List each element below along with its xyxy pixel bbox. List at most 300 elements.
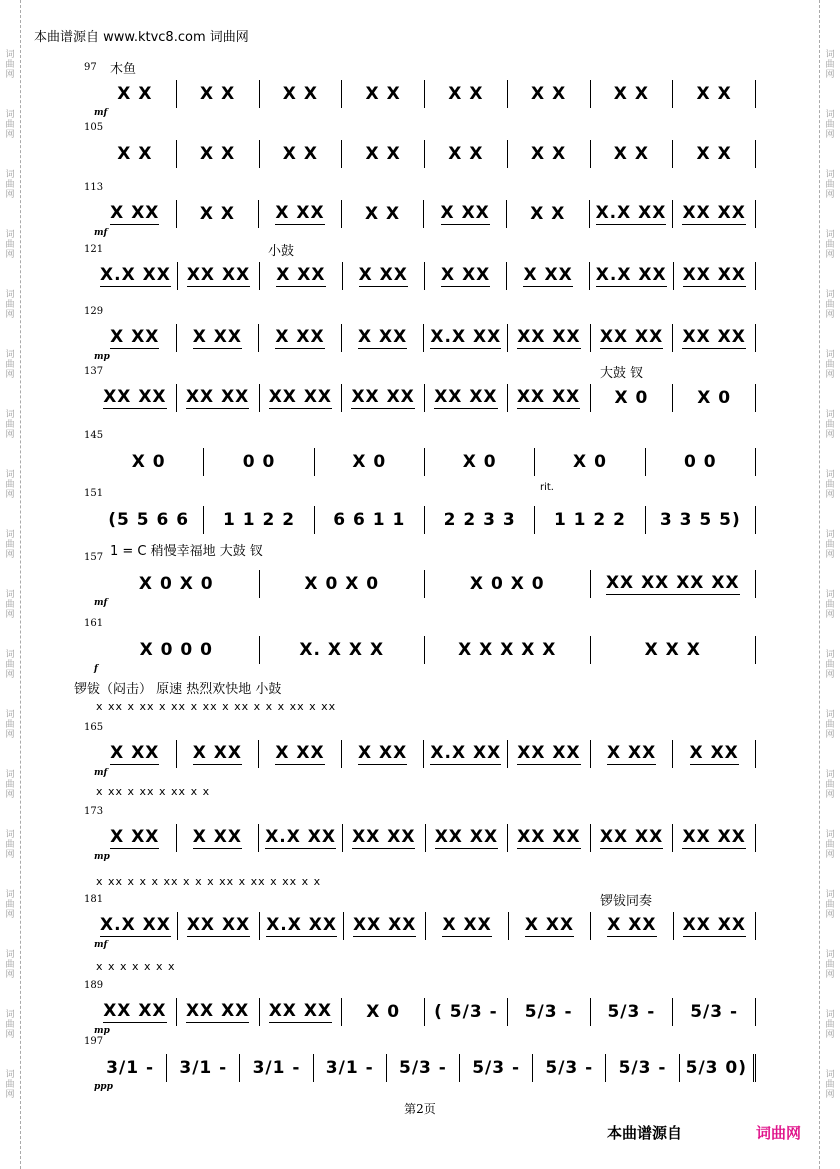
- watermark-glyph: 网: [5, 70, 15, 80]
- watermark-glyph: 网: [5, 730, 15, 740]
- note-group: XX XX: [682, 827, 746, 847]
- bar-number: 197: [84, 1036, 104, 1047]
- measure: [673, 824, 756, 852]
- upper-part-row-189: x x x x x x x: [96, 960, 176, 973]
- watermark-glyph: 词: [825, 770, 835, 780]
- measure: [673, 80, 756, 108]
- watermark-glyph: 网: [5, 670, 15, 680]
- watermark-glyph-group: [822, 170, 838, 230]
- watermark-glyph: 词: [825, 470, 835, 480]
- measure-row: [94, 448, 756, 476]
- bar-number: 129: [84, 306, 104, 317]
- measure-row: [94, 200, 756, 228]
- measure: [177, 824, 260, 852]
- watermark-glyph: 词: [5, 1010, 15, 1020]
- measure: [315, 448, 425, 476]
- watermark-glyph: 网: [825, 370, 835, 380]
- measure: [94, 140, 177, 168]
- note-group: XX XX: [516, 387, 581, 407]
- note-group: X XX: [357, 743, 408, 763]
- watermark-glyph: 曲: [5, 960, 15, 970]
- watermark-glyph-group: [2, 170, 18, 230]
- watermark-glyph: 词: [825, 830, 835, 840]
- watermark-glyph: 网: [825, 970, 835, 980]
- measure-row: [94, 506, 756, 534]
- watermark-glyph: 曲: [825, 1080, 835, 1090]
- measure: [674, 912, 756, 940]
- note-group: XX XX: [682, 327, 746, 347]
- instrument-label: rit.: [540, 482, 554, 493]
- measure: [425, 80, 508, 108]
- measure: [177, 324, 260, 352]
- measure: [507, 262, 589, 290]
- note-group: X X: [365, 84, 401, 104]
- dynamic-marking: mp: [94, 352, 110, 362]
- measure: [94, 570, 260, 598]
- right-dashed-border: [819, 0, 820, 1169]
- watermark-glyph-group: [2, 50, 18, 110]
- note-group: X 0: [573, 452, 607, 472]
- note-group: XX XX: [599, 327, 664, 347]
- watermark-glyph: 词: [5, 830, 15, 840]
- watermark-glyph: 词: [5, 350, 15, 360]
- watermark-glyph-group: [822, 830, 838, 890]
- watermark-glyph: 词: [5, 530, 15, 540]
- bar-number: 157: [84, 552, 104, 563]
- measure: [508, 384, 591, 412]
- note-group: X XX: [441, 265, 491, 285]
- note-group: 5/3 0): [685, 1058, 748, 1078]
- watermark-glyph: 词: [825, 890, 835, 900]
- measure: [426, 912, 508, 940]
- note-group: X.X XX: [430, 327, 502, 347]
- measure: [94, 740, 177, 768]
- note-group: X XX: [442, 915, 492, 935]
- watermark-glyph-group: [822, 50, 838, 110]
- note-group: 3/1 -: [325, 1058, 374, 1078]
- score-system: [80, 182, 760, 238]
- measure: [673, 200, 756, 228]
- note-group: X. X X X: [299, 640, 385, 660]
- measure: [94, 824, 177, 852]
- watermark-glyph-group: [2, 410, 18, 470]
- instrument-label: 木鱼: [110, 62, 137, 77]
- measure: [591, 80, 674, 108]
- note-group: X.X XX: [265, 827, 336, 847]
- watermark-glyph: 曲: [5, 60, 15, 70]
- watermark-glyph: 曲: [5, 180, 15, 190]
- watermark-glyph: 网: [5, 490, 15, 500]
- watermark-glyph-group: [2, 950, 18, 1010]
- measure: [260, 998, 343, 1026]
- measure-row: [94, 912, 756, 940]
- measure: [673, 740, 756, 768]
- watermark-glyph: 网: [825, 670, 835, 680]
- watermark-glyph: 曲: [825, 240, 835, 250]
- watermark-glyph: 网: [5, 850, 15, 860]
- watermark-glyph-group: [822, 290, 838, 350]
- watermark-glyph: 网: [5, 190, 15, 200]
- watermark-glyph: 网: [5, 130, 15, 140]
- measure: [260, 262, 342, 290]
- dynamic-marking: mf: [94, 108, 108, 118]
- watermark-glyph: 词: [5, 710, 15, 720]
- note-group: 0 0: [684, 452, 717, 472]
- watermark-glyph: 词: [5, 650, 15, 660]
- dynamic-marking: f: [94, 664, 98, 674]
- watermark-glyph: 词: [5, 410, 15, 420]
- note-group: X 0: [614, 388, 649, 408]
- watermark-glyph: 网: [5, 370, 15, 380]
- note-group: 5/3 -: [545, 1058, 594, 1078]
- measure: [178, 912, 260, 940]
- upper-part-row-173: x xx x xx x xx x x: [96, 785, 211, 798]
- watermark-glyph: 词: [5, 110, 15, 120]
- watermark-glyph: 词: [825, 950, 835, 960]
- note-group: X.X XX: [595, 203, 667, 223]
- watermark-glyph: 曲: [825, 300, 835, 310]
- watermark-glyph-group: [822, 110, 838, 170]
- watermark-glyph: 曲: [825, 540, 835, 550]
- measure: [591, 912, 673, 940]
- measure: [606, 1054, 679, 1082]
- measure: [533, 1054, 606, 1082]
- measure: [425, 636, 591, 664]
- note-group: X X: [448, 84, 484, 104]
- measure: [94, 324, 177, 352]
- note-group: X X: [613, 84, 649, 104]
- measure: [94, 200, 177, 228]
- measure-row: [94, 636, 756, 664]
- measure-row: [94, 140, 756, 168]
- watermark-glyph-group: [2, 650, 18, 710]
- measure: [508, 998, 591, 1026]
- measure: [167, 1054, 240, 1082]
- watermark-glyph-group: [822, 530, 838, 590]
- note-group: X 0 X 0: [138, 574, 214, 594]
- measure: [259, 200, 342, 228]
- watermark-glyph: 词: [5, 950, 15, 960]
- watermark-glyph: 曲: [825, 420, 835, 430]
- watermark-glyph: 曲: [5, 720, 15, 730]
- left-dashed-border: [20, 0, 21, 1169]
- measure-row: [94, 824, 756, 852]
- measure: [204, 506, 314, 534]
- measure: [673, 324, 756, 352]
- note-group: XX XX: [268, 387, 333, 407]
- watermark-glyph: 曲: [825, 360, 835, 370]
- watermark-glyph: 网: [825, 1090, 835, 1100]
- watermark-glyph: 词: [825, 590, 835, 600]
- right-watermark-column: [822, 50, 838, 1130]
- measure: [94, 912, 178, 940]
- measure: [342, 140, 425, 168]
- note-group: X X: [199, 204, 235, 224]
- note-group: X X: [200, 144, 236, 164]
- note-group: X X: [282, 84, 318, 104]
- left-watermark-column: [2, 50, 18, 1130]
- measure: [425, 140, 508, 168]
- watermark-glyph: 曲: [825, 1020, 835, 1030]
- measure: [260, 80, 343, 108]
- measure: [343, 262, 425, 290]
- watermark-glyph-group: [2, 470, 18, 530]
- score-system: [80, 122, 760, 178]
- measure-row: [94, 1054, 756, 1082]
- note-group: X XX: [110, 203, 160, 223]
- bar-number: 161: [84, 618, 104, 629]
- watermark-glyph: 曲: [5, 300, 15, 310]
- note-group: X XX: [357, 327, 408, 347]
- watermark-glyph-group: [822, 230, 838, 290]
- note-group: X 0: [131, 452, 166, 472]
- measure: [94, 262, 178, 290]
- note-group: X XX: [276, 265, 326, 285]
- measure: [426, 824, 509, 852]
- note-group: X XX: [192, 827, 243, 847]
- measure: [591, 570, 757, 598]
- bar-number: 97: [84, 62, 97, 73]
- score-system: [80, 366, 760, 422]
- note-group: X 0: [462, 452, 497, 472]
- note-group: XX XX: [682, 915, 746, 935]
- measure: [177, 200, 260, 228]
- watermark-glyph: 词: [5, 230, 15, 240]
- note-group: X XX: [192, 743, 243, 763]
- watermark-glyph-group: [822, 470, 838, 530]
- watermark-glyph: 网: [5, 970, 15, 980]
- note-group: XX XX: [186, 265, 251, 285]
- watermark-glyph: 曲: [5, 780, 15, 790]
- measure: [387, 1054, 460, 1082]
- measure: [508, 140, 591, 168]
- bar-number: 137: [84, 366, 104, 377]
- note-group: X X: [531, 144, 567, 164]
- note-group: X XX: [440, 203, 490, 223]
- watermark-glyph: 网: [825, 1030, 835, 1040]
- note-group: X X: [117, 144, 153, 164]
- watermark-glyph: 曲: [825, 840, 835, 850]
- measure: [94, 636, 260, 664]
- watermark-glyph: 曲: [5, 900, 15, 910]
- note-group: X X X: [644, 640, 701, 660]
- measure: [591, 740, 674, 768]
- watermark-glyph-group: [2, 230, 18, 290]
- measure: [646, 506, 756, 534]
- measure: [314, 1054, 387, 1082]
- note-group: X 0 X 0: [469, 574, 545, 594]
- watermark-glyph: 词: [5, 1070, 15, 1080]
- watermark-glyph: 网: [5, 430, 15, 440]
- note-group: X.X XX: [595, 265, 667, 285]
- measure: [240, 1054, 313, 1082]
- watermark-glyph: 曲: [5, 1020, 15, 1030]
- footer-source-label: 本曲谱源自: [607, 1124, 683, 1142]
- measure: [591, 824, 674, 852]
- measure: [342, 200, 425, 228]
- measure: [425, 448, 535, 476]
- dynamic-marking: mf: [94, 598, 108, 608]
- watermark-glyph: 网: [5, 910, 15, 920]
- score-system: [80, 980, 760, 1036]
- watermark-glyph: 网: [5, 550, 15, 560]
- watermark-glyph: 词: [825, 230, 835, 240]
- bar-number: 173: [84, 806, 104, 817]
- measure: [508, 80, 591, 108]
- dynamic-marking: mp: [94, 852, 110, 862]
- note-group: X X X X X: [458, 640, 557, 660]
- score-system: [80, 544, 760, 608]
- measure: [342, 80, 425, 108]
- watermark-glyph: 词: [825, 170, 835, 180]
- note-group: 2 2 3 3: [443, 510, 516, 530]
- watermark-glyph: 网: [5, 250, 15, 260]
- measure: [591, 140, 674, 168]
- watermark-glyph: 曲: [5, 660, 15, 670]
- watermark-glyph: 词: [5, 470, 15, 480]
- measure: [342, 324, 425, 352]
- measure: [344, 912, 426, 940]
- note-group: XX XX: [682, 265, 746, 285]
- dynamic-marking: mf: [94, 228, 108, 238]
- watermark-glyph-group: [822, 410, 838, 470]
- dynamic-marking: mf: [94, 768, 108, 778]
- watermark-glyph: 曲: [5, 840, 15, 850]
- watermark-glyph-group: [2, 350, 18, 410]
- measure: [673, 384, 756, 412]
- watermark-glyph: 曲: [825, 600, 835, 610]
- watermark-glyph-group: [822, 950, 838, 1010]
- watermark-glyph: 网: [5, 1090, 15, 1100]
- measure: [535, 448, 645, 476]
- bar-number: 121: [84, 244, 104, 255]
- note-group: X X: [696, 144, 732, 164]
- measure: [177, 384, 260, 412]
- note-group: X X: [613, 144, 649, 164]
- watermark-glyph: 曲: [5, 360, 15, 370]
- note-group: X 0: [352, 452, 387, 472]
- watermark-glyph-group: [2, 890, 18, 950]
- measure: [425, 262, 507, 290]
- measure: [460, 1054, 533, 1082]
- watermark-glyph: 词: [5, 170, 15, 180]
- measure: [342, 998, 425, 1026]
- note-group: X X: [365, 204, 401, 224]
- note-group: X X: [530, 204, 566, 224]
- measure: [260, 570, 426, 598]
- note-group: X 0 0 0: [139, 640, 213, 660]
- measure: [508, 740, 591, 768]
- note-group: X XX: [524, 915, 575, 935]
- note-group: 5/3 -: [398, 1058, 447, 1078]
- footer-site-link[interactable]: 词曲网: [756, 1124, 802, 1142]
- note-group: X XX: [192, 327, 243, 347]
- measure: [94, 506, 204, 534]
- measure: [590, 200, 674, 228]
- note-group: X XX: [275, 203, 325, 223]
- watermark-glyph: 词: [825, 110, 835, 120]
- bar-number: 189: [84, 980, 104, 991]
- note-group: XX XX: [351, 387, 415, 407]
- instrument-label: 大鼓 钗: [600, 366, 644, 381]
- bar-number: 145: [84, 430, 104, 441]
- watermark-glyph: 网: [825, 550, 835, 560]
- watermark-glyph-group: [822, 1010, 838, 1070]
- measure: [591, 998, 674, 1026]
- note-group: 6 6 1 1: [333, 510, 406, 530]
- measure: [646, 448, 756, 476]
- note-group: X XX: [275, 327, 325, 347]
- score-system: [80, 244, 760, 300]
- watermark-glyph: 网: [825, 310, 835, 320]
- note-group: XX XX: [517, 327, 581, 347]
- note-group: 5/3 -: [472, 1058, 521, 1078]
- watermark-glyph: 网: [825, 490, 835, 500]
- watermark-glyph-group: [822, 770, 838, 830]
- watermark-glyph-group: [822, 650, 838, 710]
- note-group: XX XX: [186, 915, 251, 935]
- bar-number: 181: [84, 894, 104, 905]
- watermark-glyph: 曲: [5, 240, 15, 250]
- watermark-glyph: 网: [5, 610, 15, 620]
- upper-part-row-165: x xx x xx x xx x xx x xx x x x xx x xx: [96, 700, 337, 713]
- score-system: [80, 806, 760, 862]
- measure: [94, 384, 177, 412]
- page-number: 第2页: [404, 1102, 436, 1116]
- watermark-glyph: 曲: [825, 60, 835, 70]
- watermark-glyph: 曲: [5, 600, 15, 610]
- note-group: X XX: [607, 915, 657, 935]
- note-group: ( 5/3 -: [434, 1002, 498, 1022]
- note-group: (5 5 6 6: [108, 510, 190, 530]
- note-group: X.X XX: [266, 915, 338, 935]
- watermark-glyph-group: [822, 890, 838, 950]
- upper-part-row-181: x xx x x x xx x x x xx x xx x xx x x: [96, 875, 322, 888]
- watermark-glyph: 曲: [5, 120, 15, 130]
- measure: [177, 80, 260, 108]
- watermark-glyph: 词: [825, 410, 835, 420]
- note-group: X X: [117, 84, 153, 104]
- watermark-glyph: 曲: [5, 1080, 15, 1090]
- note-group: 0 0: [242, 452, 276, 472]
- measure: [425, 998, 508, 1026]
- score-system: [80, 618, 760, 674]
- note-group: 3/1 -: [179, 1058, 228, 1078]
- note-group: X 0 X 0: [304, 574, 380, 594]
- note-group: X X: [282, 144, 318, 164]
- measure: [94, 1054, 167, 1082]
- note-group: XX XX: [103, 387, 167, 407]
- measure: [259, 324, 342, 352]
- watermark-glyph-group: [2, 830, 18, 890]
- measure: [177, 998, 260, 1026]
- watermark-glyph: 词: [5, 50, 15, 60]
- watermark-glyph: 网: [825, 910, 835, 920]
- note-group: X.X XX: [100, 915, 171, 935]
- measure: [673, 140, 756, 168]
- measure: [425, 384, 508, 412]
- measure: [260, 912, 344, 940]
- watermark-glyph: 词: [825, 530, 835, 540]
- measure: [260, 636, 426, 664]
- note-group: 1 1 2 2: [553, 510, 627, 530]
- note-group: X XX: [275, 743, 325, 763]
- watermark-glyph: 网: [825, 610, 835, 620]
- measure: [508, 324, 591, 352]
- measure: [94, 998, 177, 1026]
- measure-row: [94, 384, 756, 412]
- watermark-glyph: 网: [5, 310, 15, 320]
